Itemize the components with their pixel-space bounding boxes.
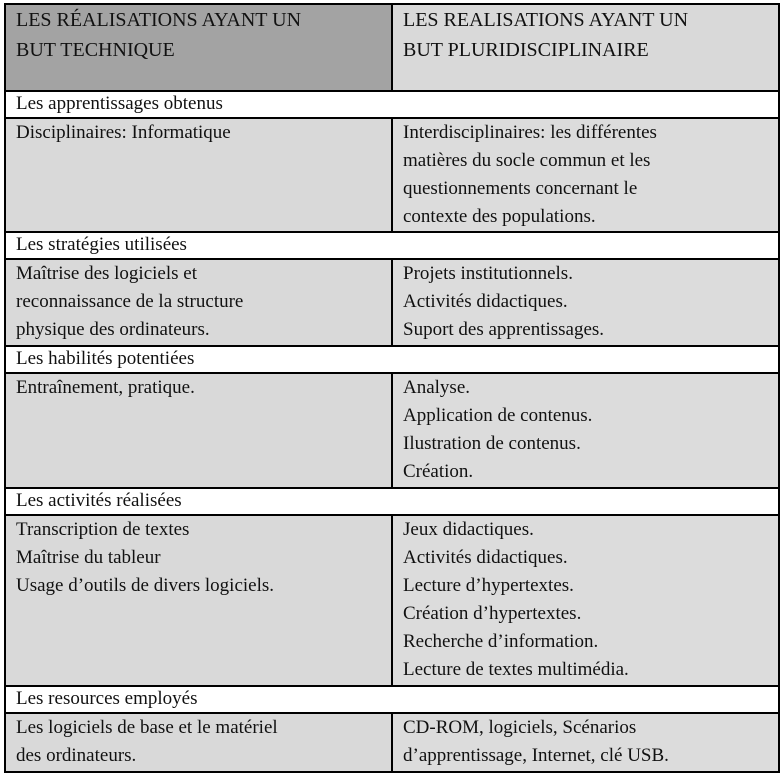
comparison-table bbox=[4, 3, 780, 773]
cell-line: des ordinateurs. bbox=[16, 745, 137, 766]
cell-line: Transcription de textes bbox=[16, 519, 190, 540]
header-technique-line: LES RÉALISATIONS AYANT UN bbox=[16, 9, 302, 31]
technique-cell bbox=[5, 259, 392, 346]
cell-line: Maîtrise du tableur bbox=[16, 547, 161, 568]
cell-line: CD-ROM, logiciels, Scénarios bbox=[403, 717, 637, 738]
section-row bbox=[5, 91, 779, 118]
section-title: Les habilités potentiées bbox=[5, 346, 779, 373]
header-technique bbox=[5, 4, 392, 91]
technique-cell bbox=[5, 713, 392, 772]
cell-line: Maîtrise des logiciels et bbox=[16, 263, 197, 284]
cell-line: Application de contenus. bbox=[403, 405, 593, 426]
section-title: Les stratégies utilisées bbox=[5, 232, 779, 259]
section-title: Les activités réalisées bbox=[5, 488, 779, 515]
cell-line: reconnaissance de la structure bbox=[16, 291, 244, 312]
cell-line: Création d’hypertextes. bbox=[403, 603, 582, 624]
pluridisciplinaire-cell bbox=[392, 118, 779, 232]
technique-cell bbox=[5, 373, 392, 488]
cell-line: Jeux didactiques. bbox=[403, 519, 534, 540]
cell-line: Lecture de textes multimédia. bbox=[403, 659, 629, 680]
content-row bbox=[5, 259, 779, 346]
section-title: Les resources employés bbox=[5, 686, 779, 713]
technique-cell bbox=[5, 118, 392, 232]
header-pluridisciplinaire bbox=[392, 4, 779, 91]
cell-line: questionnements concernant le bbox=[403, 178, 638, 199]
cell-line: Interdisciplinaires: les différentes bbox=[403, 122, 657, 143]
header-row bbox=[5, 4, 779, 91]
section-row bbox=[5, 488, 779, 515]
pluridisciplinaire-cell bbox=[392, 713, 779, 772]
cell-line: Activités didactiques. bbox=[403, 547, 568, 568]
header-technique-line: BUT TECHNIQUE bbox=[16, 39, 175, 61]
technique-cell bbox=[5, 515, 392, 686]
cell-line: d’apprentissage, Internet, clé USB. bbox=[403, 745, 669, 766]
cell-line: physique des ordinateurs. bbox=[16, 319, 210, 340]
section-row bbox=[5, 232, 779, 259]
content-row bbox=[5, 373, 779, 488]
cell-line: Usage d’outils de divers logiciels. bbox=[16, 575, 275, 596]
cell-line: Entraînement, pratique. bbox=[16, 377, 195, 398]
cell-line: Recherche d’information. bbox=[403, 631, 599, 652]
pluridisciplinaire-cell bbox=[392, 259, 779, 346]
header-pluri-line: LES REALISATIONS AYANT UN bbox=[403, 9, 689, 31]
section-title: Les apprentissages obtenus bbox=[5, 91, 779, 118]
cell-line: Disciplinaires: Informatique bbox=[16, 122, 231, 143]
content-row bbox=[5, 118, 779, 232]
cell-line: Projets institutionnels. bbox=[403, 263, 573, 284]
section-row bbox=[5, 346, 779, 373]
cell-line: matières du socle commun et les bbox=[403, 150, 651, 171]
section-row bbox=[5, 686, 779, 713]
pluridisciplinaire-cell bbox=[392, 373, 779, 488]
content-row bbox=[5, 515, 779, 686]
content-row bbox=[5, 713, 779, 772]
cell-line: Analyse. bbox=[403, 377, 471, 398]
cell-line: Création. bbox=[403, 461, 474, 482]
pluridisciplinaire-cell bbox=[392, 515, 779, 686]
cell-line: Lecture d’hypertextes. bbox=[403, 575, 574, 596]
cell-line: Ilustration de contenus. bbox=[403, 433, 581, 454]
cell-line: Suport des apprentissages. bbox=[403, 319, 605, 340]
header-pluri-line: BUT PLURIDISCIPLINAIRE bbox=[403, 39, 649, 61]
cell-line: Activités didactiques. bbox=[403, 291, 568, 312]
cell-line: contexte des populations. bbox=[403, 206, 596, 227]
cell-line: Les logiciels de base et le matériel bbox=[16, 717, 278, 738]
